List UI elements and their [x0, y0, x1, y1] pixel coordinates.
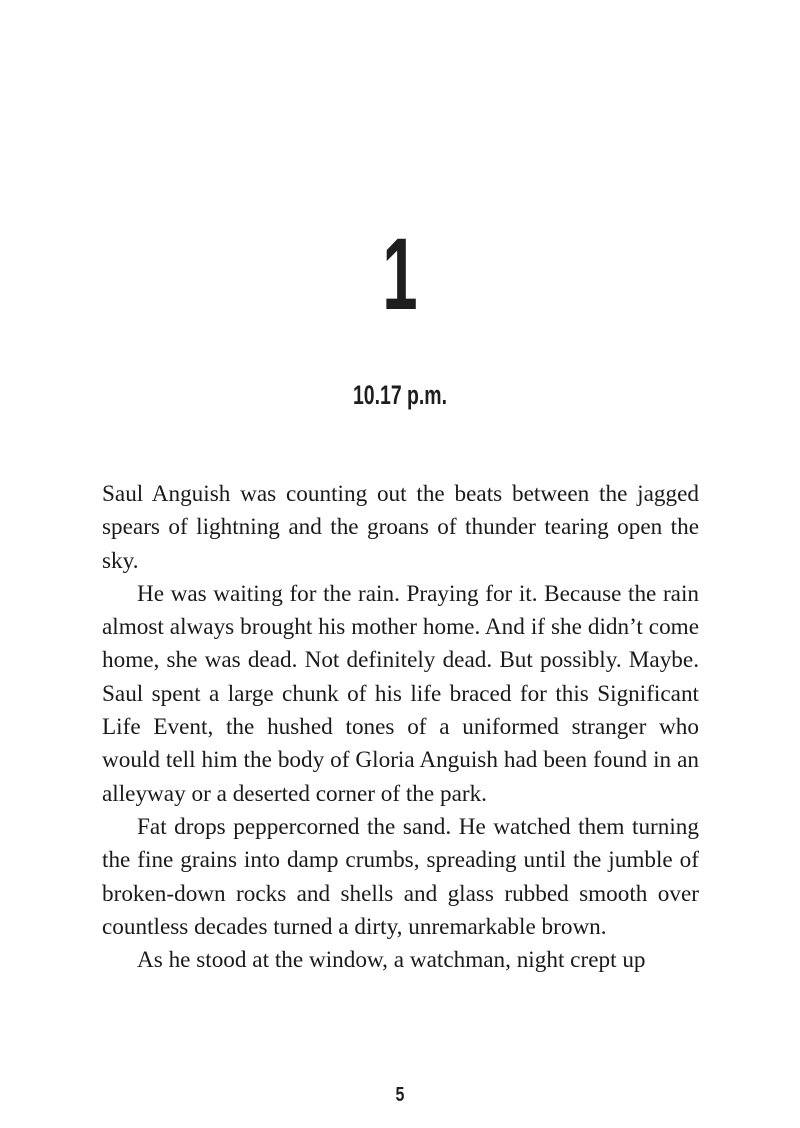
paragraph: He was waiting for the rain. Praying for it. Because the rain almost always brought his mother home. And if she didn’t come home, she was dead. Not definitely dead. But possibly. Maybe. Saul spent a large chunk of his life braced for this Significant Life Event, the hushed tones of a uniformed stranger who would tell him the body of Gloria Anguish had been found in an alleyway or a deserted corner of the park. — [102, 580, 699, 807]
paragraph: Saul Anguish was counting out the beats between the jagged spears of lightning and the groans of thunder tearing open the sky. — [102, 481, 699, 574]
paragraph: Fat drops peppercorned the sand. He watched them turning the fine grains into damp crumbs, spreading until the jumble of broken-down rocks and shells and glass rubbed smooth over countless decades turned a dirty, unremarkable brown. — [102, 813, 699, 940]
page-number: 5 — [395, 1084, 405, 1106]
chapter-number: 1 — [382, 217, 418, 331]
paragraph: As he stood at the window, a watchman, night crept up — [137, 947, 646, 974]
chapter-body — [102, 478, 699, 977]
chapter-time-heading: 10.17 p.m. — [352, 380, 448, 410]
